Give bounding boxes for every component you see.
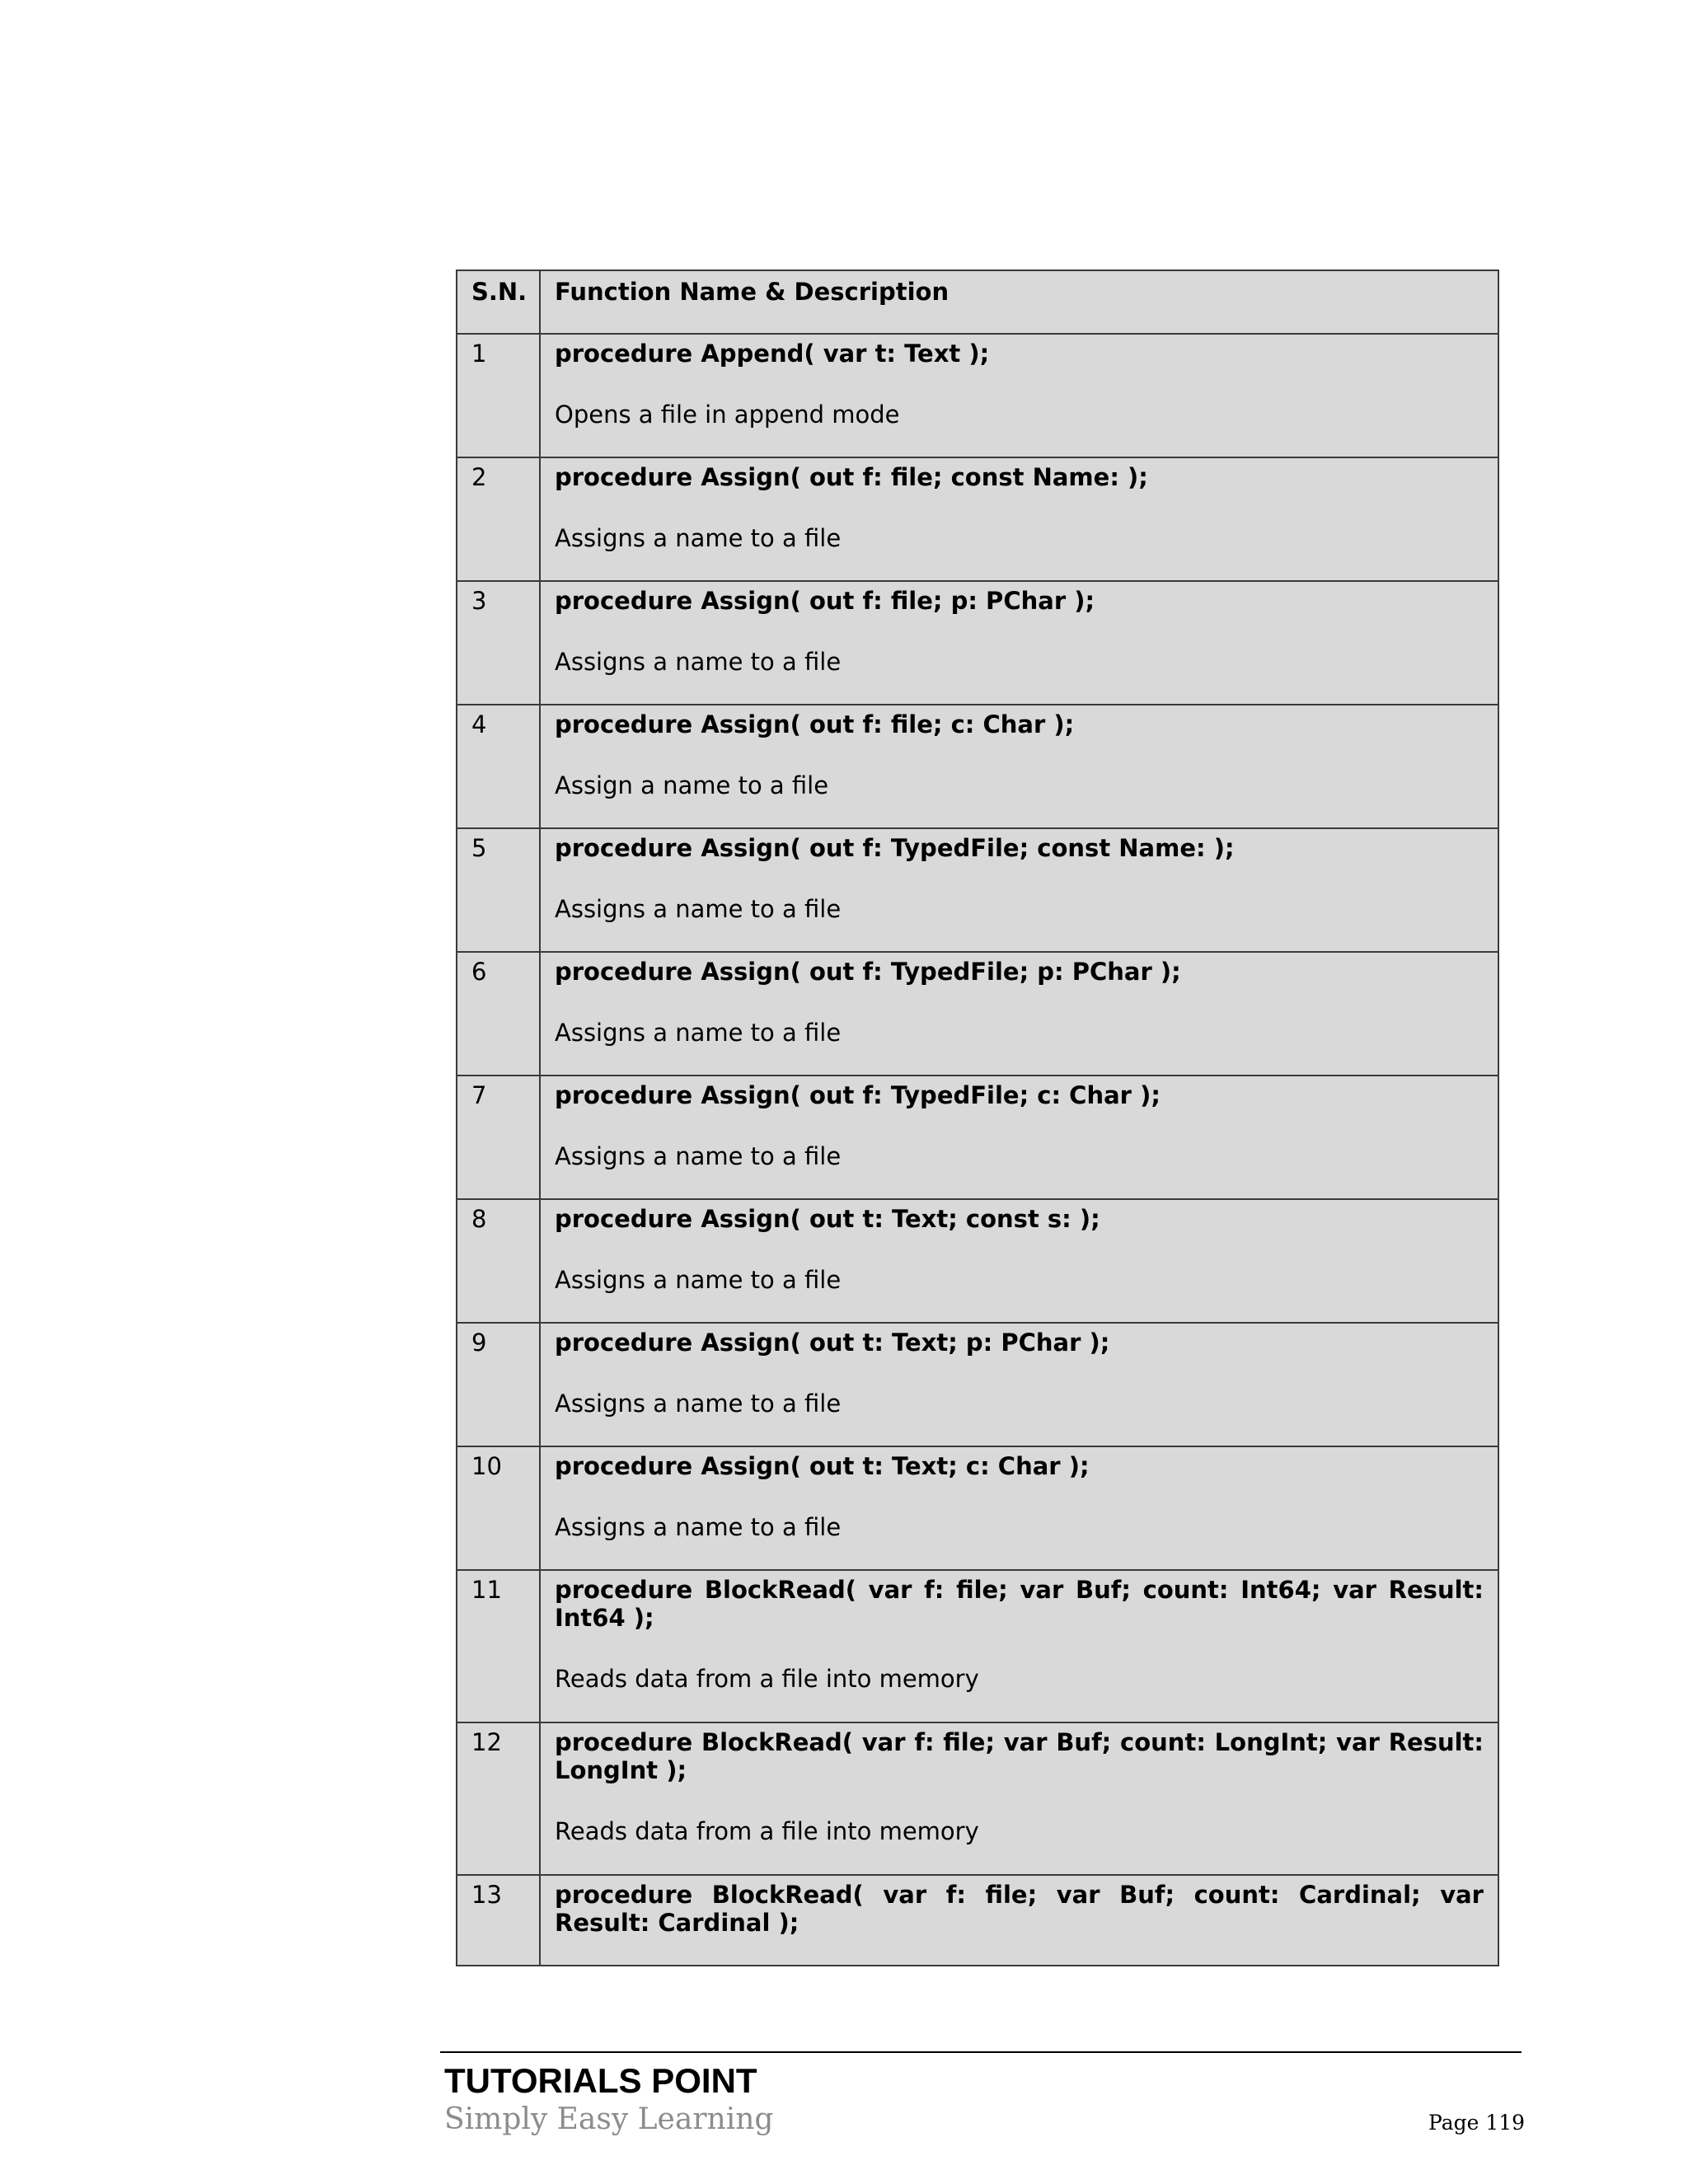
table-row xyxy=(457,334,1498,457)
table-body xyxy=(457,334,1498,1966)
function-cell xyxy=(540,1570,1498,1722)
function-signature: procedure Append( var t: Text ); xyxy=(555,340,990,368)
table-row xyxy=(457,1722,1498,1875)
row-number: 12 xyxy=(457,1722,540,1875)
row-number: 13 xyxy=(457,1875,540,1966)
table-row xyxy=(457,1323,1498,1446)
function-signature: procedure Assign( out f: TypedFile; c: Char ); xyxy=(555,1081,1160,1109)
table-row xyxy=(457,1570,1498,1722)
footer-divider xyxy=(440,2051,1522,2053)
row-number: 5 xyxy=(457,828,540,952)
row-number: 4 xyxy=(457,705,540,828)
function-signature: procedure Assign( out f: file; c: Char ); xyxy=(555,710,1075,738)
function-description: Assigns a name to a file xyxy=(555,648,842,676)
row-number: 9 xyxy=(457,1323,540,1446)
function-signature: procedure Assign( out f: file; p: PChar ); xyxy=(555,587,1095,615)
function-cell xyxy=(540,828,1498,952)
function-description: Reads data from a file into memory xyxy=(555,1665,979,1693)
function-cell xyxy=(540,334,1498,457)
function-signature: procedure BlockRead( var f: file; var Buf; count: Int64; var Result: Int64 ); xyxy=(555,1576,1484,1632)
row-number: 3 xyxy=(457,581,540,705)
function-cell xyxy=(540,581,1498,705)
header-sn: S.N. xyxy=(457,270,540,334)
page-number: Page 119 xyxy=(1428,2111,1526,2135)
function-cell xyxy=(540,1199,1498,1323)
function-cell xyxy=(540,1076,1498,1199)
function-signature: procedure Assign( out f: TypedFile; p: PChar ); xyxy=(555,958,1181,986)
function-cell xyxy=(540,1323,1498,1446)
table-row xyxy=(457,457,1498,581)
table-row xyxy=(457,1875,1498,1966)
function-description: Assigns a name to a file xyxy=(555,1142,842,1170)
function-description: Assigns a name to a file xyxy=(555,524,842,552)
function-signature: procedure BlockRead( var f: file; var Buf; count: LongInt; var Result: LongInt ); xyxy=(555,1728,1484,1784)
table-row xyxy=(457,828,1498,952)
function-cell xyxy=(540,1446,1498,1570)
row-number: 7 xyxy=(457,1076,540,1199)
function-description: Assigns a name to a file xyxy=(555,1266,842,1294)
function-description: Opens a file in append mode xyxy=(555,401,900,429)
function-signature: procedure Assign( out f: TypedFile; const Name: ); xyxy=(555,834,1235,862)
row-number: 10 xyxy=(457,1446,540,1570)
row-number: 2 xyxy=(457,457,540,581)
header-function: Function Name & Description xyxy=(540,270,1498,334)
row-number: 11 xyxy=(457,1570,540,1722)
function-signature: procedure Assign( out t: Text; const s: ); xyxy=(555,1205,1100,1233)
table-row xyxy=(457,1446,1498,1570)
table-row xyxy=(457,705,1498,828)
function-cell xyxy=(540,705,1498,828)
table-row xyxy=(457,952,1498,1076)
table-row xyxy=(457,581,1498,705)
table-row xyxy=(457,1076,1498,1199)
row-number: 8 xyxy=(457,1199,540,1323)
table-row xyxy=(457,1199,1498,1323)
function-description: Assigns a name to a file xyxy=(555,1390,842,1418)
function-signature: procedure BlockRead( var f: file; var Buf; count: Cardinal; var Result: Cardinal ); xyxy=(555,1881,1484,1937)
function-table xyxy=(456,269,1499,1966)
row-number: 1 xyxy=(457,334,540,457)
function-cell xyxy=(540,1875,1498,1966)
function-description: Reads data from a file into memory xyxy=(555,1817,979,1845)
function-signature: procedure Assign( out t: Text; c: Char ); xyxy=(555,1452,1090,1480)
function-signature: procedure Assign( out t: Text; p: PChar ); xyxy=(555,1329,1110,1357)
footer-tagline: Simply Easy Learning xyxy=(444,2102,774,2136)
function-description: Assigns a name to a file xyxy=(555,895,842,923)
function-cell xyxy=(540,952,1498,1076)
footer-brand: TUTORIALS POINT xyxy=(444,2061,757,2100)
function-cell xyxy=(540,457,1498,581)
table-header-row xyxy=(457,270,1498,334)
function-signature: procedure Assign( out f: file; const Name: ); xyxy=(555,463,1148,491)
row-number: 6 xyxy=(457,952,540,1076)
function-description: Assigns a name to a file xyxy=(555,1513,842,1541)
function-description: Assigns a name to a file xyxy=(555,1019,842,1047)
function-cell xyxy=(540,1722,1498,1875)
function-description: Assign a name to a file xyxy=(555,771,829,799)
